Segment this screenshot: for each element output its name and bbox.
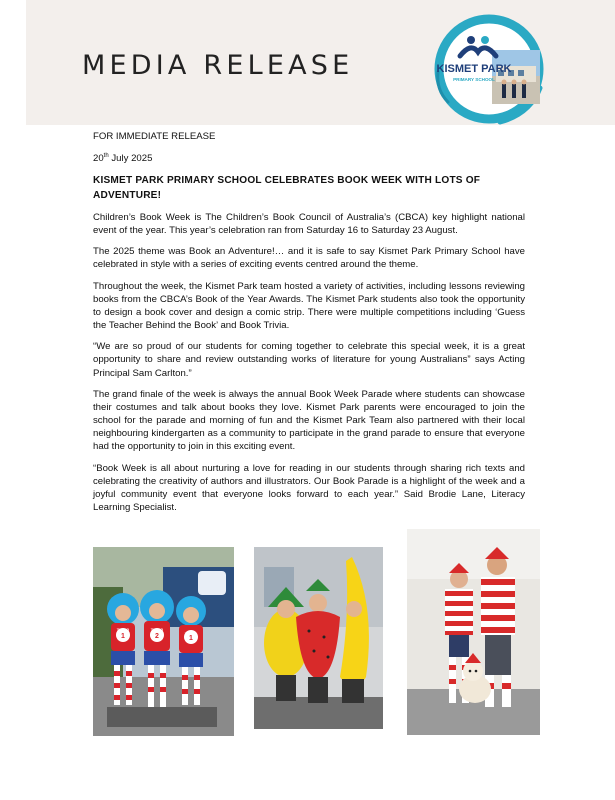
photo-fruit-costumes: [254, 547, 383, 729]
release-body: [93, 130, 525, 523]
page-title: MEDIA RELEASE: [82, 50, 354, 81]
release-label: FOR IMMEDIATE RELEASE: [93, 131, 216, 142]
photo-thing-costumes: [93, 547, 234, 736]
shirt-label: THING: [184, 631, 198, 636]
release-date: 20th July 2025: [93, 152, 153, 164]
photo-wally-costumes: [407, 529, 540, 735]
shirt-label: THING: [116, 627, 130, 632]
paragraph: “Book Week is all about nurturing a love for reading in our students through sharing rich texts and celebrating the creativity of authors and illustrators. Our Book Parade is a highlight of the week and a joyful community event that everyone looks forward to each year.” Said Brodie Lane, Literacy Learning Specialist.: [93, 462, 525, 513]
paragraph: Throughout the week, the Kismet Park team hosted a variety of activities, including lessons reviewing books from the CBCA’s Book of the Year Awards. The Kismet Park students also took the opportunity to design a book cover and design a comic strip. There were multiple competitions including ‘Guess the Teacher Behind the Book’ and Book Trivia.: [93, 280, 525, 331]
shirt-number: 1: [121, 633, 125, 640]
school-logo: [430, 10, 548, 128]
shirt-number: 2: [155, 633, 159, 640]
paragraph: The grand finale of the week is always the annual Book Week Parade where students can showcase their costumes and talk about books they love. Kismet Park parents were encouraged to join the school for the parade and morning of fun and the Kismet Park Team also partnered with their local neighbouring kindergarten as a community to participate in the grand parade to ensure that everyone had the opportunity to join in this exciting event.: [93, 389, 525, 453]
release-headline: KISMET PARK PRIMARY SCHOOL CELEBRATES BOOK WEEK WITH LOTS OF ADVENTURE!: [93, 175, 481, 202]
logo-name-line2: PRIMARY SCHOOL: [453, 77, 495, 82]
logo-name-line1: KISMET PARK: [436, 63, 512, 75]
shirt-number: 1: [189, 635, 193, 642]
paragraph: Children’s Book Week is The Children’s Book Council of Australia’s (CBCA) key highlight national event of the year. This year’s celebration ran from Saturday 16 to Saturday 23 August.: [93, 211, 525, 236]
paragraph: The 2025 theme was Book an Adventure!… and it is safe to say Kismet Park Primary School have celebrated in style with a series of exciting events centred around the theme.: [93, 246, 525, 271]
paragraph: “We are so proud of our students for coming together to celebrate this special week, it is a great opportunity to share and review outstanding works of literature for young Australians” says Acting Principal Sam Carlton.”: [93, 341, 525, 379]
shirt-label: THING: [150, 627, 164, 632]
